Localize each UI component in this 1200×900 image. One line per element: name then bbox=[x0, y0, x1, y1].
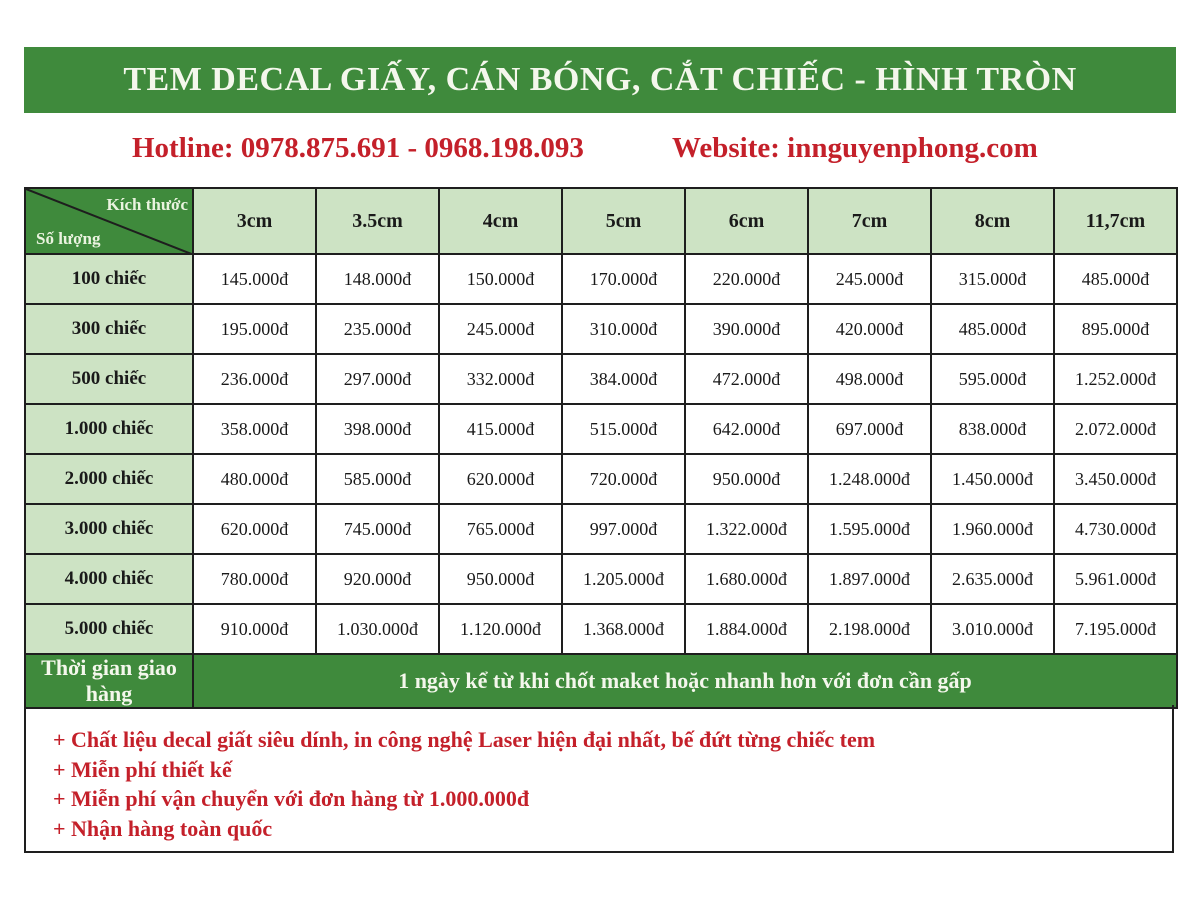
size-header: 5cm bbox=[562, 188, 685, 254]
note-item: + Nhận hàng toàn quốc bbox=[53, 815, 273, 841]
price-cell: 1.680.000đ bbox=[685, 554, 808, 604]
quantity-cell: 300 chiếc bbox=[25, 304, 193, 354]
price-cell: 148.000đ bbox=[316, 254, 439, 304]
price-cell: 2.635.000đ bbox=[931, 554, 1054, 604]
price-cell: 3.010.000đ bbox=[931, 604, 1054, 654]
quantity-cell: 2.000 chiếc bbox=[25, 454, 193, 504]
price-cell: 950.000đ bbox=[685, 454, 808, 504]
price-cell: 245.000đ bbox=[439, 304, 562, 354]
price-cell: 3.450.000đ bbox=[1054, 454, 1177, 504]
price-cell: 498.000đ bbox=[808, 354, 931, 404]
price-cell: 7.195.000đ bbox=[1054, 604, 1177, 654]
price-cell: 245.000đ bbox=[808, 254, 931, 304]
price-cell: 195.000đ bbox=[193, 304, 316, 354]
size-axis-label: Kích thước bbox=[106, 195, 188, 214]
price-cell: 745.000đ bbox=[316, 504, 439, 554]
table-row bbox=[25, 604, 1177, 654]
title-banner bbox=[24, 47, 1176, 113]
price-cell: 920.000đ bbox=[316, 554, 439, 604]
quantity-cell: 100 chiếc bbox=[25, 254, 193, 304]
price-cell: 780.000đ bbox=[193, 554, 316, 604]
website-text: Website: innguyenphong.com bbox=[672, 132, 1038, 164]
price-cell: 415.000đ bbox=[439, 404, 562, 454]
price-cell: 595.000đ bbox=[931, 354, 1054, 404]
page-title: TEM DECAL GIẤY, CÁN BÓNG, CẮT CHIẾC - HÌNH TRÒN bbox=[123, 61, 1077, 98]
contact-bar bbox=[0, 132, 1200, 172]
price-cell: 480.000đ bbox=[193, 454, 316, 504]
price-cell: 315.000đ bbox=[931, 254, 1054, 304]
quantity-cell: 1.000 chiếc bbox=[25, 404, 193, 454]
price-cell: 1.450.000đ bbox=[931, 454, 1054, 504]
quantity-cell: 5.000 chiếc bbox=[25, 604, 193, 654]
price-cell: 620.000đ bbox=[439, 454, 562, 504]
price-cell: 1.960.000đ bbox=[931, 504, 1054, 554]
note-item: + Chất liệu decal giất siêu dính, in công nghệ Laser hiện đại nhất, bế đứt từng chiếc tem bbox=[53, 727, 876, 752]
price-cell: 297.000đ bbox=[316, 354, 439, 404]
price-table bbox=[24, 187, 1178, 709]
price-cell: 235.000đ bbox=[316, 304, 439, 354]
price-cell: 1.205.000đ bbox=[562, 554, 685, 604]
price-cell: 236.000đ bbox=[193, 354, 316, 404]
price-cell: 1.884.000đ bbox=[685, 604, 808, 654]
table-row bbox=[25, 304, 1177, 354]
table-row bbox=[25, 404, 1177, 454]
price-cell: 1.368.000đ bbox=[562, 604, 685, 654]
size-header-row bbox=[25, 188, 1177, 254]
price-cell: 384.000đ bbox=[562, 354, 685, 404]
delivery-row bbox=[25, 654, 1177, 708]
price-cell: 150.000đ bbox=[439, 254, 562, 304]
price-cell: 515.000đ bbox=[562, 404, 685, 454]
price-cell: 170.000đ bbox=[562, 254, 685, 304]
price-cell: 485.000đ bbox=[1054, 254, 1177, 304]
price-cell: 398.000đ bbox=[316, 404, 439, 454]
price-cell: 1.030.000đ bbox=[316, 604, 439, 654]
price-cell: 390.000đ bbox=[685, 304, 808, 354]
price-cell: 485.000đ bbox=[931, 304, 1054, 354]
quantity-cell: 500 chiếc bbox=[25, 354, 193, 404]
price-cell: 997.000đ bbox=[562, 504, 685, 554]
price-cell: 620.000đ bbox=[193, 504, 316, 554]
price-cell: 1.595.000đ bbox=[808, 504, 931, 554]
price-cell: 1.248.000đ bbox=[808, 454, 931, 504]
quantity-axis-label: Số lượng bbox=[36, 229, 101, 248]
price-cell: 910.000đ bbox=[193, 604, 316, 654]
price-cell: 765.000đ bbox=[439, 504, 562, 554]
price-cell: 838.000đ bbox=[931, 404, 1054, 454]
price-cell: 1.120.000đ bbox=[439, 604, 562, 654]
price-cell: 332.000đ bbox=[439, 354, 562, 404]
price-cell: 4.730.000đ bbox=[1054, 504, 1177, 554]
table-row bbox=[25, 454, 1177, 504]
size-header: 11,7cm bbox=[1054, 188, 1177, 254]
price-cell: 697.000đ bbox=[808, 404, 931, 454]
table-row bbox=[25, 354, 1177, 404]
price-cell: 1.252.000đ bbox=[1054, 354, 1177, 404]
price-cell: 310.000đ bbox=[562, 304, 685, 354]
hotline-text: Hotline: 0978.875.691 - 0968.198.093 bbox=[132, 132, 584, 164]
price-cell: 1.897.000đ bbox=[808, 554, 931, 604]
price-cell: 2.198.000đ bbox=[808, 604, 931, 654]
quantity-cell: 4.000 chiếc bbox=[25, 554, 193, 604]
table-row bbox=[25, 504, 1177, 554]
price-cell: 1.322.000đ bbox=[685, 504, 808, 554]
price-cell: 420.000đ bbox=[808, 304, 931, 354]
price-cell: 895.000đ bbox=[1054, 304, 1177, 354]
notes-box bbox=[24, 705, 1174, 853]
size-header: 8cm bbox=[931, 188, 1054, 254]
table-row bbox=[25, 554, 1177, 604]
size-header: 7cm bbox=[808, 188, 931, 254]
price-cell: 2.072.000đ bbox=[1054, 404, 1177, 454]
price-cell: 642.000đ bbox=[685, 404, 808, 454]
corner-header-cell bbox=[25, 188, 193, 254]
size-header: 4cm bbox=[439, 188, 562, 254]
size-header: 3cm bbox=[193, 188, 316, 254]
price-cell: 145.000đ bbox=[193, 254, 316, 304]
size-header: 3.5cm bbox=[316, 188, 439, 254]
price-cell: 585.000đ bbox=[316, 454, 439, 504]
note-item: + Miễn phí vận chuyển với đơn hàng từ 1.000.000đ bbox=[53, 786, 530, 811]
price-cell: 5.961.000đ bbox=[1054, 554, 1177, 604]
delivery-label: Thời gian giao hàng bbox=[25, 654, 193, 708]
delivery-value: 1 ngày kể từ khi chốt maket hoặc nhanh hơn với đơn cần gấp bbox=[193, 654, 1177, 708]
table-row bbox=[25, 254, 1177, 304]
price-cell: 950.000đ bbox=[439, 554, 562, 604]
price-cell: 472.000đ bbox=[685, 354, 808, 404]
size-header: 6cm bbox=[685, 188, 808, 254]
note-item: + Miễn phí thiết kế bbox=[53, 756, 232, 782]
price-cell: 720.000đ bbox=[562, 454, 685, 504]
price-cell: 358.000đ bbox=[193, 404, 316, 454]
price-cell: 220.000đ bbox=[685, 254, 808, 304]
quantity-cell: 3.000 chiếc bbox=[25, 504, 193, 554]
